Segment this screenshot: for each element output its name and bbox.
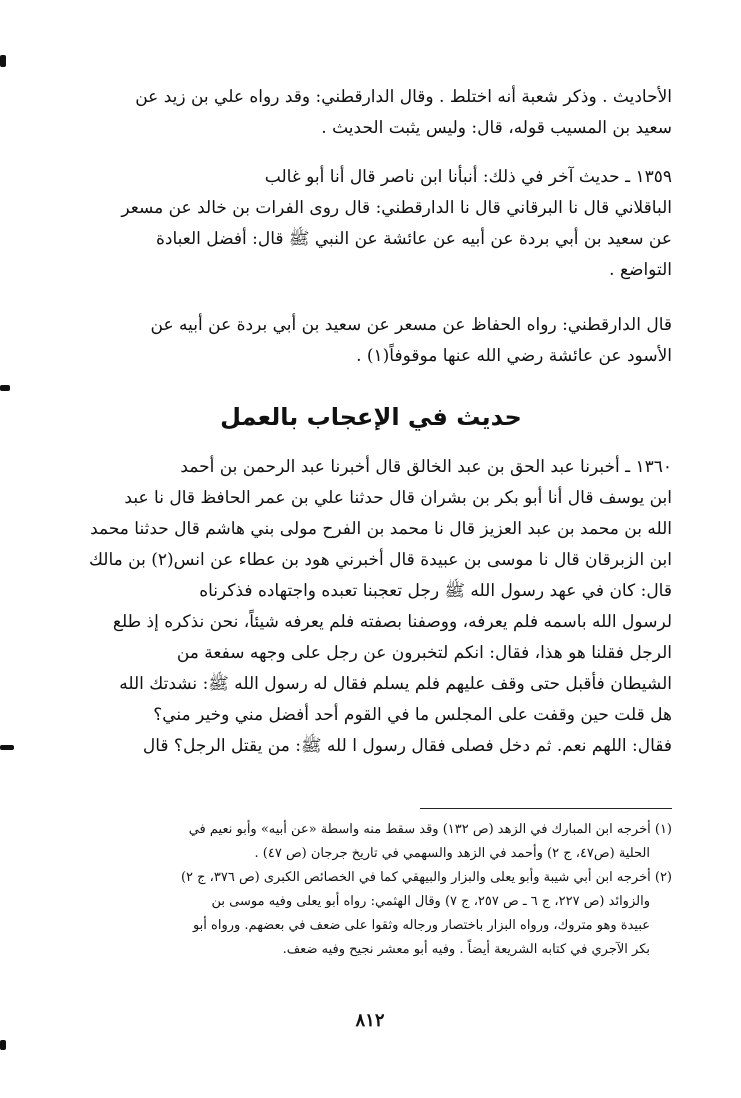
text-line: عن سعيد بن أبي بردة عن أبيه عن عائشة عن النبي ﷺ قال: أفضل العبادة	[155, 229, 672, 249]
paragraph-daraqutni-comment	[70, 310, 672, 372]
text-line: قال: كان في عهد رسول الله ﷺ رجل تعجبنا تعبده واجتهاده فذكرناه	[199, 581, 672, 601]
text-line: الله بن محمد بن عبد العزيز قال نا محمد بن الفرح مولى بني هاشم قال حدثنا محمد	[90, 519, 672, 539]
margin-mark	[0, 55, 6, 67]
footnote-line: عبيدة وهو متروك، ورواه البزار باختصار ورجاله وثقوا على ضعف في بعضهم. ورواه أبو	[192, 918, 650, 933]
footnote-line: الحلية (ص٤٧، ج ٢) وأحمد في الزهد والسهمي في تاريخ جرجان (ص ٤٧) .	[254, 846, 650, 861]
margin-mark	[0, 385, 10, 391]
text-line: التواضع .	[609, 260, 672, 280]
text-line: ابن يوسف قال أنا أبو بكر بن بشران قال حدثنا علي بن عمر الحافظ قال نا عبد	[124, 488, 672, 508]
text-line: الرجل فقلنا هو هذا، فقال: انكم لتخبرون عن رجل على وجهه سفعة من	[176, 643, 672, 663]
footnote-line: (٢) أخرجه ابن أبي شيبة وأبو يعلى والبزار والبيهقي كما في الخصائص الكبرى (ص ٣٧٦، ج ٢)	[180, 870, 672, 885]
text-line: لرسول الله باسمه فلم يعرفه، ووصفنا بصفته فلم يعرفه شيئاً، نحن نذكره إذ طلع	[112, 612, 672, 632]
text-line: الأحاديث . وذكر شعبة أنه اختلط . وقال الدارقطني: وقد رواه علي بن زيد عن	[135, 87, 672, 107]
page-number: ٨١٢	[355, 1010, 385, 1031]
text-line: الأسود عن عائشة رضي الله عنها موقوفاً(١) .	[356, 346, 672, 366]
text-line: ابن الزبرقان قال نا موسى بن عبيدة قال أخبرني هود بن عطاء عن انس(٢) بن مالك	[88, 550, 672, 570]
section-heading: حديث في الإعجاب بالعمل	[220, 403, 522, 431]
text-line: الباقلاني قال نا البرقاني قال نا الدارقطني: قال روى الفرات بن خالد عن مسعر	[121, 198, 672, 218]
paragraph-hadith-1359	[70, 162, 672, 286]
footnote-divider	[420, 808, 672, 809]
text-line: ١٣٥٩ ـ حديث آخر في ذلك: أنبأنا ابن ناصر قال أنا أبو غالب	[264, 167, 672, 187]
text-line: سعيد بن المسيب قوله، قال: وليس يثبت الحديث .	[321, 118, 672, 138]
margin-mark	[0, 1040, 6, 1050]
footnotes	[70, 818, 672, 962]
footnote-line: والزوائد (ص ٢٢٧، ج ٦ ـ ص ٢٥٧، ج ٧) وقال الهثمي: رواه أبو يعلى وفيه موسى بن	[211, 894, 650, 909]
text-line: الشيطان فأقبل حتى وقف عليهم فلم يسلم فقال له رسول الله ﷺ: نشدتك الله	[119, 674, 672, 694]
text-line: هل قلت حين وقفت على المجلس ما في القوم أحد أفضل مني وخير مني؟	[153, 705, 672, 725]
text-line: ١٣٦٠ ـ أخبرنا عبد الحق بن عبد الخالق قال أخبرنا عبد الرحمن بن أحمد	[180, 457, 672, 477]
footnote-line: (١) أخرجه ابن المبارك في الزهد (ص ١٣٢) وقد سقط منه واسطة «عن أبيه» وأبو نعيم في	[188, 822, 672, 837]
text-line: قال الدارقطني: رواه الحفاظ عن مسعر عن سعيد بن أبي بردة عن أبيه عن	[150, 315, 672, 335]
margin-mark	[0, 745, 14, 750]
paragraph-continuation	[70, 82, 672, 144]
paragraph-hadith-1360	[70, 452, 672, 762]
footnote-line: بكر الآجري في كتابه الشريعة أيضاً . وفيه أبو معشر نجيح وفيه ضعف.	[282, 942, 650, 957]
text-line: فقال: اللهم نعم. ثم دخل فصلى فقال رسول ا لله ﷺ: من يقتل الرجل؟ قال	[142, 736, 672, 756]
